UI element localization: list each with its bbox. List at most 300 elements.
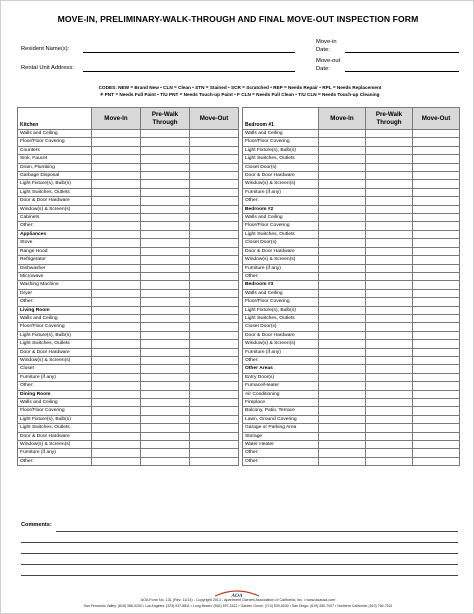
move-in-cell[interactable] — [92, 441, 141, 449]
move-out-cell[interactable] — [190, 399, 239, 407]
move-in-cell[interactable] — [92, 214, 141, 222]
comments-line[interactable] — [21, 564, 458, 565]
move-out-cell[interactable] — [190, 214, 239, 222]
pre-walk-cell[interactable] — [141, 256, 190, 264]
pre-walk-cell[interactable] — [366, 407, 413, 415]
pre-walk-cell[interactable] — [366, 180, 413, 188]
item-label: Other: — [243, 356, 319, 364]
move-out-cell[interactable] — [413, 356, 460, 364]
item-label: Walls and Ceiling — [243, 130, 319, 138]
move-in-cell[interactable] — [319, 214, 366, 222]
move-in-cell[interactable] — [92, 180, 141, 188]
move-out-cell[interactable] — [190, 365, 239, 373]
pre-walk-cell[interactable] — [366, 130, 413, 138]
pre-walk-cell[interactable] — [366, 331, 413, 339]
move-out-cell[interactable] — [413, 289, 460, 297]
section-header-row — [18, 230, 239, 238]
move-in-cell[interactable] — [92, 155, 141, 163]
move-out-cell[interactable] — [413, 264, 460, 272]
move-in-cell[interactable] — [92, 424, 141, 432]
move-in-cell[interactable] — [319, 424, 366, 432]
move-in-cell[interactable] — [319, 415, 366, 423]
move-in-cell[interactable] — [92, 306, 141, 314]
pre-walk-cell[interactable] — [141, 272, 190, 280]
pre-walk-cell[interactable] — [366, 205, 413, 213]
move-in-cell[interactable] — [319, 272, 366, 280]
move-in-cell[interactable] — [319, 373, 366, 381]
move-out-cell[interactable] — [190, 424, 239, 432]
move-out-cell[interactable] — [190, 306, 239, 314]
move-out-cell[interactable] — [190, 138, 239, 146]
table-row — [18, 264, 239, 272]
pre-walk-cell[interactable] — [141, 449, 190, 457]
pre-walk-cell[interactable] — [141, 331, 190, 339]
move-in-cell[interactable] — [92, 272, 141, 280]
move-out-cell[interactable] — [413, 230, 460, 238]
pre-walk-cell[interactable] — [366, 188, 413, 196]
item-label: Light Fixture(s), Bulb(s) — [18, 331, 92, 339]
move-out-cell[interactable] — [190, 239, 239, 247]
move-in-cell[interactable] — [319, 230, 366, 238]
pre-walk-cell[interactable] — [366, 272, 413, 280]
table-row — [18, 247, 239, 255]
pre-walk-cell[interactable] — [366, 197, 413, 205]
move-in-cell[interactable] — [92, 172, 141, 180]
pre-walk-cell[interactable] — [366, 457, 413, 465]
move-out-cell[interactable] — [190, 146, 239, 154]
move-in-cell[interactable] — [319, 222, 366, 230]
table-row — [243, 441, 460, 449]
comments-line[interactable] — [21, 553, 458, 554]
move-out-cell[interactable] — [413, 172, 460, 180]
move-out-cell[interactable] — [413, 146, 460, 154]
left-inspection-table — [17, 107, 239, 466]
pre-walk-cell[interactable] — [141, 264, 190, 272]
move-in-cell[interactable] — [319, 180, 366, 188]
item-label: Closet Door(s) — [243, 163, 319, 171]
move-in-cell[interactable] — [319, 432, 366, 440]
resident-name-field[interactable] — [83, 52, 295, 53]
table-row — [18, 441, 239, 449]
move-in-date-field[interactable] — [345, 52, 459, 53]
pre-walk-cell[interactable] — [141, 314, 190, 322]
move-in-cell[interactable] — [319, 399, 366, 407]
move-in-cell[interactable] — [92, 373, 141, 381]
move-in-cell[interactable] — [319, 256, 366, 264]
item-label: Washing Machine — [18, 281, 92, 289]
resident-name-label: Resident Name(s): — [21, 46, 70, 52]
move-out-cell[interactable] — [190, 289, 239, 297]
move-out-cell[interactable] — [413, 314, 460, 322]
move-out-cell[interactable] — [190, 298, 239, 306]
move-in-cell[interactable] — [92, 348, 141, 356]
item-label: Other: — [18, 382, 92, 390]
move-out-cell[interactable] — [413, 281, 460, 289]
pre-walk-cell[interactable] — [141, 356, 190, 364]
pre-walk-cell[interactable] — [366, 432, 413, 440]
move-out-cell[interactable] — [190, 247, 239, 255]
pre-walk-cell[interactable] — [141, 281, 190, 289]
item-label: Dryer — [18, 289, 92, 297]
move-in-cell[interactable] — [319, 264, 366, 272]
pre-walk-header-line-2: Through — [152, 118, 178, 126]
pre-walk-cell[interactable] — [141, 214, 190, 222]
section-header-row — [243, 281, 460, 289]
move-in-cell[interactable] — [319, 205, 366, 213]
move-in-cell[interactable] — [92, 138, 141, 146]
pre-walk-cell[interactable] — [366, 264, 413, 272]
item-label: Window(s) & Screen(s) — [18, 441, 92, 449]
codes-legend-line-2: F PNT = Needs Full Paint • T/U PNT = Needs Touch-up Paint • F CLN = Needs Full Clean • T/U CLN = Needs Touch-up Cleaning — [100, 92, 380, 97]
move-in-cell[interactable] — [92, 130, 141, 138]
move-out-cell[interactable] — [190, 314, 239, 322]
move-in-cell[interactable] — [319, 382, 366, 390]
move-out-cell[interactable] — [190, 222, 239, 230]
pre-walk-cell[interactable] — [366, 214, 413, 222]
pre-walk-cell[interactable] — [366, 230, 413, 238]
item-label: Dishwasher — [18, 264, 92, 272]
pre-walk-cell[interactable] — [366, 415, 413, 423]
move-out-cell[interactable] — [413, 432, 460, 440]
move-in-cell[interactable] — [92, 407, 141, 415]
move-out-cell[interactable] — [190, 432, 239, 440]
item-label: Garbage Disposal — [18, 172, 92, 180]
comments-label: Comments: — [21, 522, 52, 528]
move-in-cell[interactable] — [319, 365, 366, 373]
move-out-cell[interactable] — [413, 457, 460, 465]
move-in-cell[interactable] — [319, 281, 366, 289]
pre-walk-cell[interactable] — [141, 441, 190, 449]
move-in-cell[interactable] — [92, 222, 141, 230]
pre-walk-cell[interactable] — [141, 289, 190, 297]
move-in-cell[interactable] — [319, 188, 366, 196]
move-in-cell[interactable] — [319, 298, 366, 306]
comments-line[interactable] — [21, 542, 458, 543]
move-out-cell[interactable] — [413, 138, 460, 146]
move-in-cell[interactable] — [319, 457, 366, 465]
move-out-cell[interactable] — [413, 365, 460, 373]
item-label: Walls and Ceiling — [18, 399, 92, 407]
pre-walk-cell[interactable] — [141, 365, 190, 373]
pre-walk-cell[interactable] — [366, 390, 413, 398]
move-in-cell[interactable] — [92, 298, 141, 306]
pre-walk-cell[interactable] — [366, 256, 413, 264]
move-in-cell[interactable] — [92, 197, 141, 205]
move-in-cell[interactable] — [319, 239, 366, 247]
move-in-cell[interactable] — [92, 205, 141, 213]
move-out-cell[interactable] — [413, 390, 460, 398]
move-in-cell[interactable] — [319, 331, 366, 339]
move-in-cell[interactable] — [92, 390, 141, 398]
move-in-cell[interactable] — [319, 340, 366, 348]
table-row — [243, 399, 460, 407]
item-label: Walls and Ceiling — [243, 289, 319, 297]
move-in-cell[interactable] — [92, 432, 141, 440]
right-inspection-table — [242, 107, 460, 466]
pre-walk-cell[interactable] — [366, 163, 413, 171]
item-label: Door & Door Hardware — [18, 348, 92, 356]
pre-walk-cell[interactable] — [366, 239, 413, 247]
move-out-cell[interactable] — [413, 272, 460, 280]
move-in-cell[interactable] — [92, 449, 141, 457]
table-row — [243, 264, 460, 272]
pre-walk-cell[interactable] — [366, 138, 413, 146]
move-out-cell[interactable] — [413, 449, 460, 457]
move-in-cell[interactable] — [319, 172, 366, 180]
move-out-cell[interactable] — [190, 130, 239, 138]
move-out-cell[interactable] — [413, 155, 460, 163]
pre-walk-cell[interactable] — [141, 188, 190, 196]
comments-line[interactable] — [56, 531, 458, 532]
pre-walk-cell[interactable] — [141, 415, 190, 423]
section-label: Bedroom #3 — [243, 281, 319, 289]
move-in-cell[interactable] — [92, 457, 141, 465]
pre-walk-cell[interactable] — [141, 348, 190, 356]
move-out-cell[interactable] — [190, 205, 239, 213]
move-out-cell[interactable] — [413, 340, 460, 348]
move-out-cell[interactable] — [413, 306, 460, 314]
move-out-cell[interactable] — [190, 340, 239, 348]
pre-walk-cell[interactable] — [366, 340, 413, 348]
table-row — [243, 172, 460, 180]
pre-walk-header-line-1: Pre-Walk — [151, 110, 179, 118]
move-in-cell[interactable] — [92, 399, 141, 407]
pre-walk-cell[interactable] — [141, 306, 190, 314]
move-in-cell[interactable] — [92, 415, 141, 423]
move-out-cell[interactable] — [413, 407, 460, 415]
move-in-cell[interactable] — [92, 239, 141, 247]
move-in-cell[interactable] — [92, 365, 141, 373]
move-out-cell[interactable] — [190, 155, 239, 163]
move-out-cell[interactable] — [413, 130, 460, 138]
item-label: Door & Door Hardware — [18, 197, 92, 205]
move-in-column-header: Move-In — [92, 108, 141, 130]
move-in-cell[interactable] — [92, 256, 141, 264]
move-out-cell[interactable] — [413, 214, 460, 222]
pre-walk-cell[interactable] — [141, 340, 190, 348]
move-out-column-header: Move-Out — [190, 108, 239, 130]
pre-walk-cell[interactable] — [141, 205, 190, 213]
move-in-cell[interactable] — [92, 146, 141, 154]
item-label: Air Conditioning — [243, 390, 319, 398]
move-out-cell[interactable] — [413, 399, 460, 407]
pre-walk-cell[interactable] — [366, 306, 413, 314]
pre-walk-cell[interactable] — [141, 222, 190, 230]
move-in-cell[interactable] — [319, 449, 366, 457]
pre-walk-cell[interactable] — [366, 281, 413, 289]
table-row — [18, 314, 239, 322]
move-in-cell[interactable] — [92, 264, 141, 272]
pre-walk-cell[interactable] — [141, 130, 190, 138]
move-out-cell[interactable] — [190, 457, 239, 465]
move-in-cell[interactable] — [92, 188, 141, 196]
move-out-cell[interactable] — [190, 449, 239, 457]
pre-walk-cell[interactable] — [366, 314, 413, 322]
move-out-cell[interactable] — [413, 188, 460, 196]
move-out-cell[interactable] — [190, 407, 239, 415]
pre-walk-cell[interactable] — [366, 382, 413, 390]
table-row — [243, 289, 460, 297]
pre-walk-cell[interactable] — [141, 247, 190, 255]
pre-walk-cell[interactable] — [366, 348, 413, 356]
move-out-cell[interactable] — [413, 415, 460, 423]
pre-walk-cell[interactable] — [366, 222, 413, 230]
move-out-cell[interactable] — [190, 356, 239, 364]
move-out-cell[interactable] — [190, 441, 239, 449]
pre-walk-cell[interactable] — [366, 172, 413, 180]
move-out-cell[interactable] — [190, 348, 239, 356]
move-in-cell[interactable] — [319, 441, 366, 449]
pre-walk-cell[interactable] — [141, 155, 190, 163]
move-out-cell[interactable] — [413, 298, 460, 306]
item-label: Other: — [243, 457, 319, 465]
move-out-cell[interactable] — [413, 239, 460, 247]
pre-walk-cell[interactable] — [141, 230, 190, 238]
table-row — [243, 348, 460, 356]
move-in-cell[interactable] — [319, 289, 366, 297]
pre-walk-cell[interactable] — [141, 407, 190, 415]
pre-walk-cell[interactable] — [141, 146, 190, 154]
move-out-cell[interactable] — [413, 222, 460, 230]
move-in-cell[interactable] — [319, 130, 366, 138]
move-in-cell[interactable] — [92, 382, 141, 390]
table-row — [243, 449, 460, 457]
move-in-cell[interactable] — [92, 356, 141, 364]
move-out-cell[interactable] — [413, 205, 460, 213]
move-out-cell[interactable] — [190, 264, 239, 272]
move-out-cell[interactable] — [190, 281, 239, 289]
move-in-cell[interactable] — [92, 281, 141, 289]
move-out-cell[interactable] — [190, 331, 239, 339]
move-in-cell[interactable] — [92, 314, 141, 322]
move-in-cell[interactable] — [319, 314, 366, 322]
move-out-cell[interactable] — [413, 323, 460, 331]
move-in-cell[interactable] — [319, 146, 366, 154]
move-out-cell[interactable] — [190, 256, 239, 264]
item-label: Other: — [243, 197, 319, 205]
pre-walk-cell[interactable] — [366, 449, 413, 457]
pre-walk-cell[interactable] — [366, 365, 413, 373]
move-out-cell[interactable] — [190, 197, 239, 205]
item-label: Light Switches, Outlets — [18, 188, 92, 196]
table-row — [243, 256, 460, 264]
pre-walk-cell[interactable] — [141, 163, 190, 171]
move-in-cell[interactable] — [319, 247, 366, 255]
pre-walk-cell[interactable] — [141, 197, 190, 205]
pre-walk-cell[interactable] — [141, 138, 190, 146]
table-row — [243, 314, 460, 322]
move-out-cell[interactable] — [190, 373, 239, 381]
move-out-cell[interactable] — [190, 390, 239, 398]
pre-walk-cell[interactable] — [141, 382, 190, 390]
move-out-column-header: Move-Out — [413, 108, 460, 130]
pre-walk-cell[interactable] — [141, 399, 190, 407]
pre-walk-cell[interactable] — [366, 323, 413, 331]
move-out-cell[interactable] — [413, 373, 460, 381]
move-in-cell[interactable] — [319, 348, 366, 356]
pre-walk-cell[interactable] — [366, 356, 413, 364]
table-row — [18, 399, 239, 407]
move-in-cell[interactable] — [92, 289, 141, 297]
comments-line[interactable] — [21, 575, 458, 576]
move-out-cell[interactable] — [413, 331, 460, 339]
move-in-cell[interactable] — [92, 230, 141, 238]
move-out-date-field[interactable] — [345, 71, 459, 72]
table-row — [243, 382, 460, 390]
pre-walk-cell[interactable] — [141, 180, 190, 188]
move-in-cell[interactable] — [92, 247, 141, 255]
move-out-cell[interactable] — [190, 382, 239, 390]
pre-walk-cell[interactable] — [141, 298, 190, 306]
move-in-cell[interactable] — [319, 155, 366, 163]
rental-address-field[interactable] — [83, 71, 295, 72]
pre-walk-cell[interactable] — [141, 172, 190, 180]
move-in-cell[interactable] — [92, 163, 141, 171]
pre-walk-cell[interactable] — [366, 424, 413, 432]
move-in-cell[interactable] — [319, 197, 366, 205]
table-row — [243, 247, 460, 255]
pre-walk-cell[interactable] — [141, 424, 190, 432]
move-out-cell[interactable] — [413, 441, 460, 449]
pre-walk-cell[interactable] — [366, 399, 413, 407]
move-out-cell[interactable] — [413, 256, 460, 264]
pre-walk-cell[interactable] — [141, 390, 190, 398]
move-in-cell[interactable] — [319, 356, 366, 364]
move-in-cell[interactable] — [92, 340, 141, 348]
move-out-cell[interactable] — [413, 197, 460, 205]
move-out-cell[interactable] — [190, 415, 239, 423]
move-out-cell[interactable] — [413, 247, 460, 255]
move-out-cell[interactable] — [413, 348, 460, 356]
pre-walk-cell[interactable] — [141, 457, 190, 465]
move-in-cell[interactable] — [319, 390, 366, 398]
table-row — [18, 289, 239, 297]
move-out-cell[interactable] — [190, 188, 239, 196]
move-out-cell[interactable] — [190, 323, 239, 331]
move-out-cell[interactable] — [413, 424, 460, 432]
move-out-cell[interactable] — [190, 180, 239, 188]
move-in-cell[interactable] — [92, 331, 141, 339]
move-out-cell[interactable] — [190, 172, 239, 180]
pre-walk-cell[interactable] — [141, 239, 190, 247]
move-in-cell[interactable] — [319, 407, 366, 415]
pre-walk-cell[interactable] — [366, 247, 413, 255]
move-out-cell[interactable] — [413, 180, 460, 188]
move-in-cell[interactable] — [92, 323, 141, 331]
move-in-cell[interactable] — [319, 323, 366, 331]
pre-walk-cell[interactable] — [366, 289, 413, 297]
move-out-cell[interactable] — [413, 163, 460, 171]
item-label: Closet — [18, 365, 92, 373]
move-out-cell[interactable] — [413, 382, 460, 390]
table-row — [18, 205, 239, 213]
pre-walk-cell[interactable] — [366, 155, 413, 163]
pre-walk-cell[interactable] — [366, 373, 413, 381]
pre-walk-cell[interactable] — [141, 432, 190, 440]
move-out-cell[interactable] — [190, 230, 239, 238]
move-in-cell[interactable] — [319, 306, 366, 314]
table-row — [18, 146, 239, 154]
pre-walk-cell[interactable] — [366, 441, 413, 449]
move-out-cell[interactable] — [190, 163, 239, 171]
move-in-cell[interactable] — [319, 163, 366, 171]
move-in-cell[interactable] — [319, 138, 366, 146]
move-out-cell[interactable] — [190, 272, 239, 280]
pre-walk-cell[interactable] — [141, 373, 190, 381]
pre-walk-cell[interactable] — [366, 298, 413, 306]
pre-walk-cell[interactable] — [141, 323, 190, 331]
pre-walk-cell[interactable] — [366, 146, 413, 154]
